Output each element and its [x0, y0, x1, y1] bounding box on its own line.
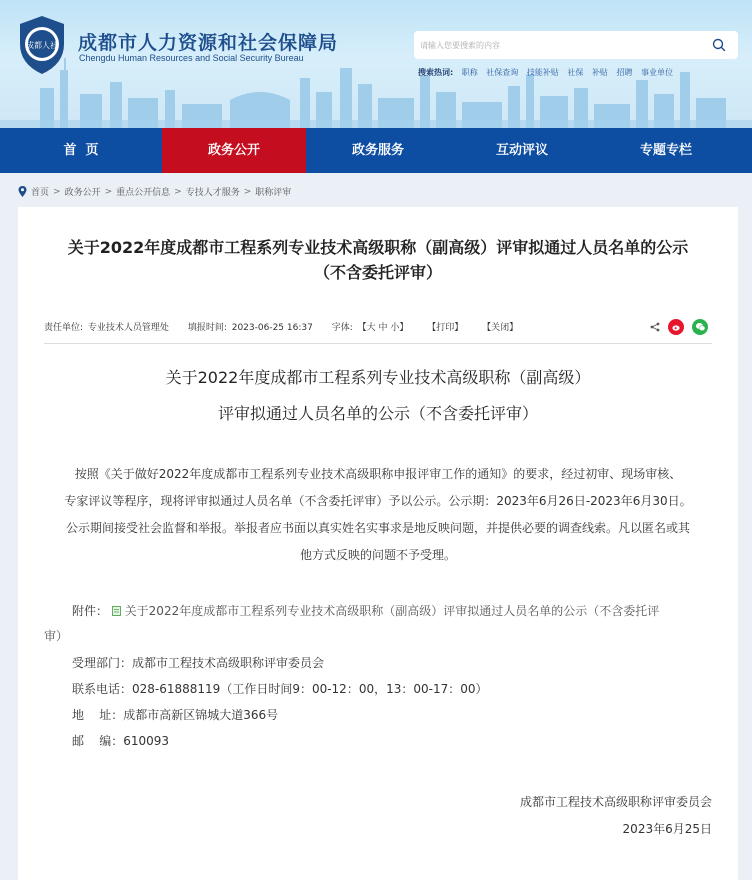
- search-input[interactable]: [420, 35, 700, 55]
- paragraph-line: 专家评议等程序，现将评审拟通过人员名单（不含委托评审）予以公示。公示期：2023年6月26日-2023年6月30日。: [64, 494, 692, 508]
- breadcrumb-separator: >: [104, 186, 113, 197]
- breadcrumb-talent-services[interactable]: 专技人才服务: [185, 188, 240, 198]
- meta-unit: 专业技术人员管理处: [87, 323, 169, 333]
- breadcrumb: [18, 185, 291, 198]
- paragraph-line: 按照《关于做好2022年度成都市工程系列专业技术高级职称申报评审工作的通知》的要求，经过初审、现场审核、: [74, 467, 682, 481]
- contact-address: 地 址：成都市高新区锦城大道366号: [72, 708, 279, 722]
- share-buttons: [650, 319, 708, 335]
- article-panel: [18, 207, 738, 880]
- main-nav: [0, 128, 752, 173]
- breadcrumb-key-info[interactable]: 重点公开信息: [116, 188, 171, 198]
- attachment-link-continued[interactable]: 审）: [44, 629, 69, 643]
- hot-word-link[interactable]: 事业单位: [641, 68, 674, 77]
- attachment-label: 附件：: [72, 604, 109, 618]
- hot-word-link[interactable]: 职称: [461, 68, 478, 77]
- hot-word-link[interactable]: 技能补贴: [526, 68, 559, 77]
- meta-divider: [44, 343, 712, 344]
- article-title: [18, 235, 738, 285]
- font-size-switch[interactable]: 【大 中 小】: [357, 323, 409, 333]
- hot-word-link[interactable]: 社保: [567, 68, 584, 77]
- close-link[interactable]: 【关闭】: [482, 323, 519, 333]
- attachment-block: [44, 599, 712, 649]
- acceptance-department: 受理部门：成都市工程技术高级职称评审委员会: [72, 656, 325, 670]
- meta-font-label: 字体:: [331, 323, 353, 333]
- breadcrumb-separator: >: [174, 186, 182, 197]
- location-pin-icon: [18, 186, 27, 197]
- nav-item-home[interactable]: 首 页: [63, 143, 99, 158]
- contact-phone: 联系电话：028-61888119（工作日时间9：00-12：00，13：00-17：00）: [72, 682, 488, 696]
- nav-item-interaction[interactable]: 互动评议: [495, 143, 548, 158]
- hot-word-link[interactable]: 招聘: [616, 68, 633, 77]
- hot-search-label: 搜索热词:: [418, 68, 454, 77]
- breadcrumb-separator: >: [243, 186, 252, 197]
- content-title-line-2: 评审拟通过人员名单的公示（不含委托评审）: [217, 404, 538, 423]
- hot-word-link[interactable]: 社保查询: [486, 68, 519, 77]
- hot-word-link[interactable]: 补贴: [591, 68, 608, 77]
- nav-item-government-affairs-open[interactable]: 政务公开: [162, 128, 306, 173]
- meta-unit-label: 责任单位:: [44, 323, 84, 333]
- article-title-line-1: 关于2022年度成都市工程系列专业技术高级职称（副高级）评审拟通过人员名单的公示: [67, 238, 689, 257]
- paragraph-line: 他方式反映的问题不予受理。: [299, 548, 456, 562]
- content-paragraph: [44, 461, 712, 569]
- signature-date: 2023年6月25日: [622, 822, 712, 836]
- weibo-icon[interactable]: [668, 319, 684, 335]
- nav-item-government-services[interactable]: 政务服务: [351, 143, 404, 158]
- wechat-icon[interactable]: [692, 319, 708, 335]
- site-title-english: Chengdu Human Resources and Social Security Bureau: [79, 53, 304, 63]
- signature-org: 成都市工程技术高级职称评审委员会: [519, 795, 712, 809]
- paragraph-line: 公示期间接受社会监督和举报。举报者应书面以真实姓名实事求是地反映问题，并提供必要的调查线索。凡以匿名或其: [65, 521, 690, 535]
- search-icon[interactable]: [712, 38, 726, 52]
- file-icon: [112, 606, 121, 616]
- postcode: 邮 编：610093: [72, 734, 170, 748]
- breadcrumb-home[interactable]: 首页: [31, 188, 50, 198]
- breadcrumb-government-affairs-open[interactable]: 政务公开: [64, 188, 101, 198]
- meta-date: 2023-06-25 16:37: [231, 323, 313, 333]
- article-title-line-2: （不含委托评审）: [313, 263, 442, 282]
- share-icon[interactable]: [650, 322, 660, 332]
- article-meta: [44, 320, 520, 333]
- attachment-link[interactable]: 关于2022年度成都市工程系列专业技术高级职称（副高级）评审拟通过人员名单的公示（不含委托评: [124, 604, 660, 618]
- search-box: [414, 31, 738, 59]
- breadcrumb-separator: >: [53, 186, 61, 197]
- content-title-line-1: 关于2022年度成都市工程系列专业技术高级职称（副高级）: [165, 368, 591, 387]
- svg-text:成都人社: 成都人社: [26, 41, 58, 50]
- breadcrumb-title-review[interactable]: 职称评审: [255, 188, 292, 198]
- meta-date-label: 填报时间:: [187, 323, 227, 333]
- bureau-logo: [16, 14, 68, 76]
- site-title: 成都市人力资源和社会保障局: [78, 32, 339, 54]
- hot-search-words: [418, 67, 679, 78]
- contact-info: [44, 650, 712, 754]
- nav-item-special-topics[interactable]: 专题专栏: [639, 143, 692, 158]
- site-header: [0, 0, 752, 128]
- print-link[interactable]: 【打印】: [427, 323, 464, 333]
